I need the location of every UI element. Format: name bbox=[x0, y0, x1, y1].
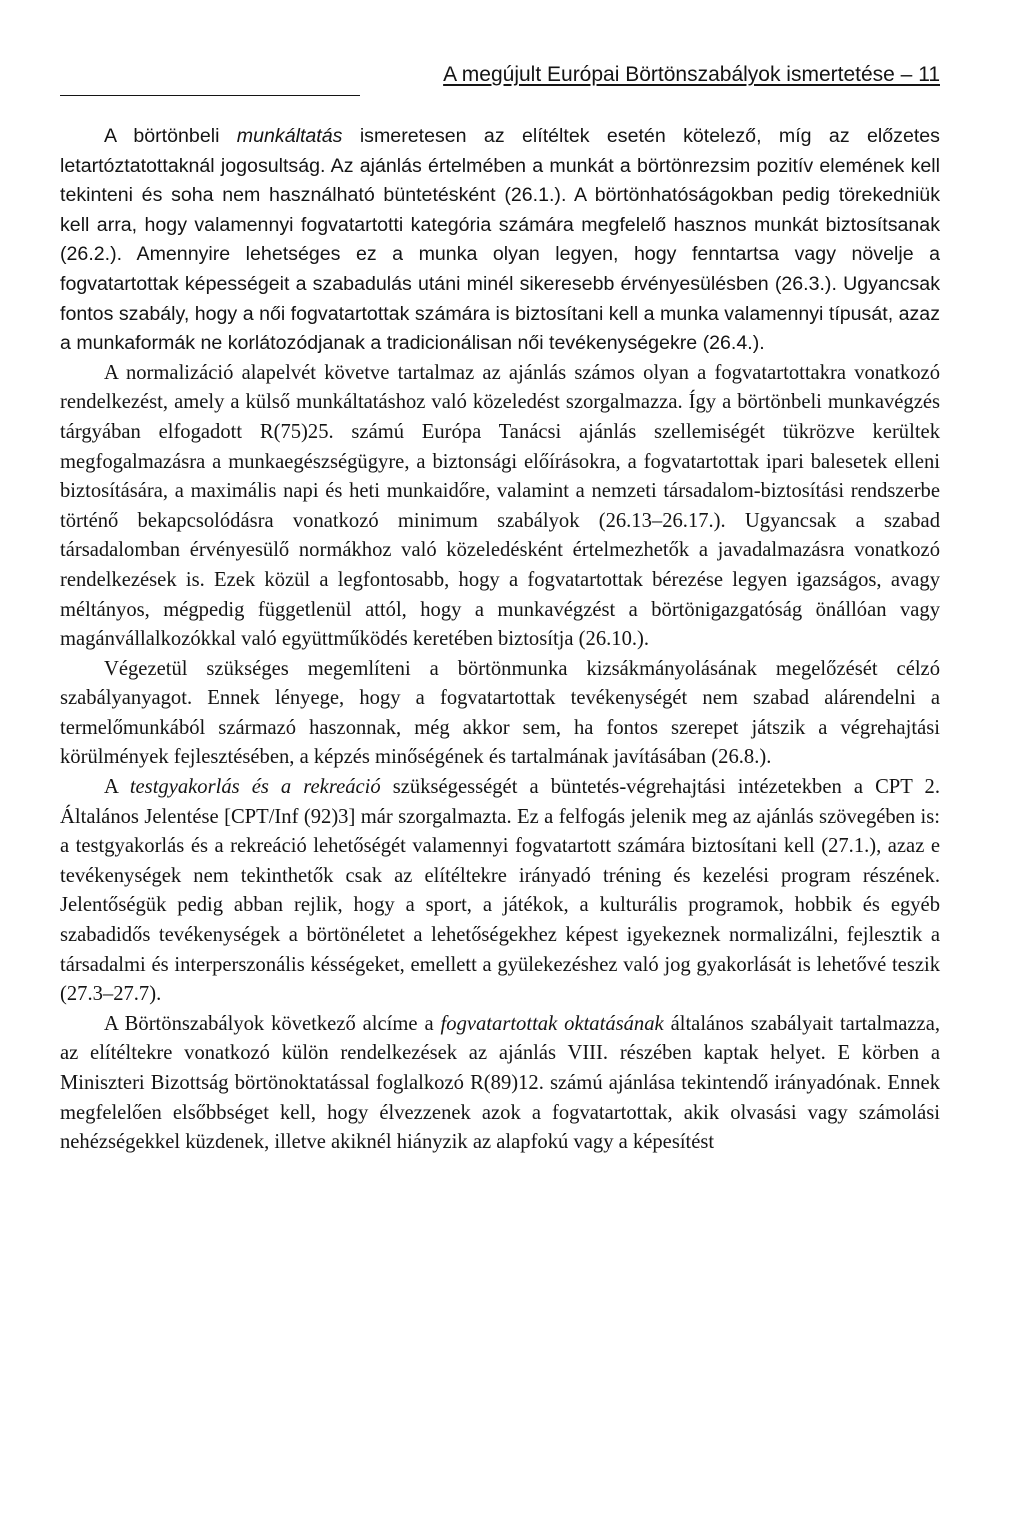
paragraph-exploitation: Végezetül szükséges megemlíteni a börtönmunka kizsákmányolásának megelőzését célzó szabályanyagot. Ennek lényege, hogy a fogvatartottak tevékenységét nem szabad alárendelni a termelőmunkából származó haszonnak, még akkor sem, ha fontos szerepet játszik a végrehajtási körülmények fejlesztésében, a képzés minőségének és tartalmának javításában (26.8.). bbox=[60, 657, 940, 769]
paragraph-education: A Börtönszabályok következő alcíme a fogvatartottak oktatásának általános szabályait tartalmazza, az elítéltekre vonatkozó külön rendelkezések az ajánlás VIII. részében kaptak helyet. E körben a Miniszteri Bizottság börtönoktatással foglalkozó R(89)12. számú ajánlása tekintendő irányadónak. Ennek megfelelően elsőbbséget kell, hogy élvezzenek azok a fogvatartottak, akik olvasási vagy számolási nehézségekkel küzdenek, illetve akiknél hiányzik az alapfokú vagy a képesítést bbox=[60, 1012, 940, 1154]
paragraph-work: A börtönbeli munkáltatás ismeretesen az elítéltek esetén kötelező, míg az előzetes letartóztatottaknál jogosultság. Az ajánlás értelmében a munkát a börtönrezsim pozitív elemének kell tekinteni és soha nem használható büntetésként (26.1.). A börtönhatóságokban pedig törekedniük kell arra, hogy valamennyi fogvatartotti kategória számára megfelelő hasznos munkát biztosítsanak (26.2.). Amennyire lehetséges ez a munka olyan legyen, hogy fenntartsa vagy növelje a fogvatartottak képességeit a szabadulás utáni minél sikeresebb érvényesülésben (26.3.). Ugyancsak fontos szabály, hogy a női fogvatartottak számára is biztosítani kell a munka valamennyi típusát, azaz a munkaformák ne korlátozódjanak a tradicionálisan női tevékenységekre (26.4.). bbox=[60, 125, 940, 355]
running-header: A megújult Európai Börtönszabályok ismertetése – 11 bbox=[443, 63, 940, 86]
paragraph-normalization: A normalizáció alapelvét követve tartalmaz az ajánlás számos olyan a fogvatartottakra vonatkozó rendelkezést, amely a külső munkáltatáshoz való közeledést szorgalmazza. Így a börtönbeli munkavégzés tárgyában elfogadott R(75)25. számú Európa Tanácsi ajánlás szellemiségét tükrözve kerültek megfogalmazásra a munkaegészségügyre, a biztonsági előírásokra, a fogvatartottak ipari balesetek elleni biztosítására, a maximális napi és heti munkaidőre, valamint a nemzeti társadalom-biztosítási rendszerbe történő bekapcsolódásra vonatkozó minimum szabályok (26.13–26.17.). Ugyancsak a szabad társadalomban érvényesülő normákhoz való közeledésként értelmezhetők a javadalmazásra vonatkozó rendelkezések is. Ezek közül a legfontosabb, hogy a fogvatartottak bérezése legyen igazságos, avagy méltányos, mégpedig függetlenül attól, hogy a munkavégzést a börtönigazgatóság önállóan vagy magánvállalkozókkal való együttműködés keretében biztosítja (26.10.). bbox=[60, 361, 940, 651]
emphasis-munkaltatas: munkáltatás bbox=[236, 125, 343, 147]
header-rule bbox=[60, 95, 360, 96]
paragraph-recreation: A testgyakorlás és a rekreáció szükségességét a büntetés-végrehajtási intézetekben a CPT 2. Általános Jelentése [CPT/Inf (92)3] már szorgalmazta. Ez a felfogás jelenik meg az ajánlás szövegében is: a testgyakorlás és a rekreáció lehetőségét valamennyi fogvatartott számára biztosítani kell (27.1.), azaz e tevékenységek nem tekinthetők csak az elítéltekre irányadó tréning és kezelési program részének. Jelentőségük pedig abban rejlik, hogy a sport, a játékok, a kulturális programok, hobbik és egyéb szabadidős tevékenységek a börtönéletet a lehetőségekhez képest igyekeznek normalizálni, fejlesztik a társadalmi és interperszonális késségeket, emellett a gyülekezéshez való jog gyakorlását is lehetővé teszik (27.3–27.7). bbox=[60, 776, 940, 1006]
body-text bbox=[60, 122, 940, 1158]
emphasis-oktatas: fogvatartottak oktatásának bbox=[440, 1012, 664, 1035]
emphasis-testgyakorlas: testgyakorlás és a rekreáció bbox=[129, 776, 381, 799]
